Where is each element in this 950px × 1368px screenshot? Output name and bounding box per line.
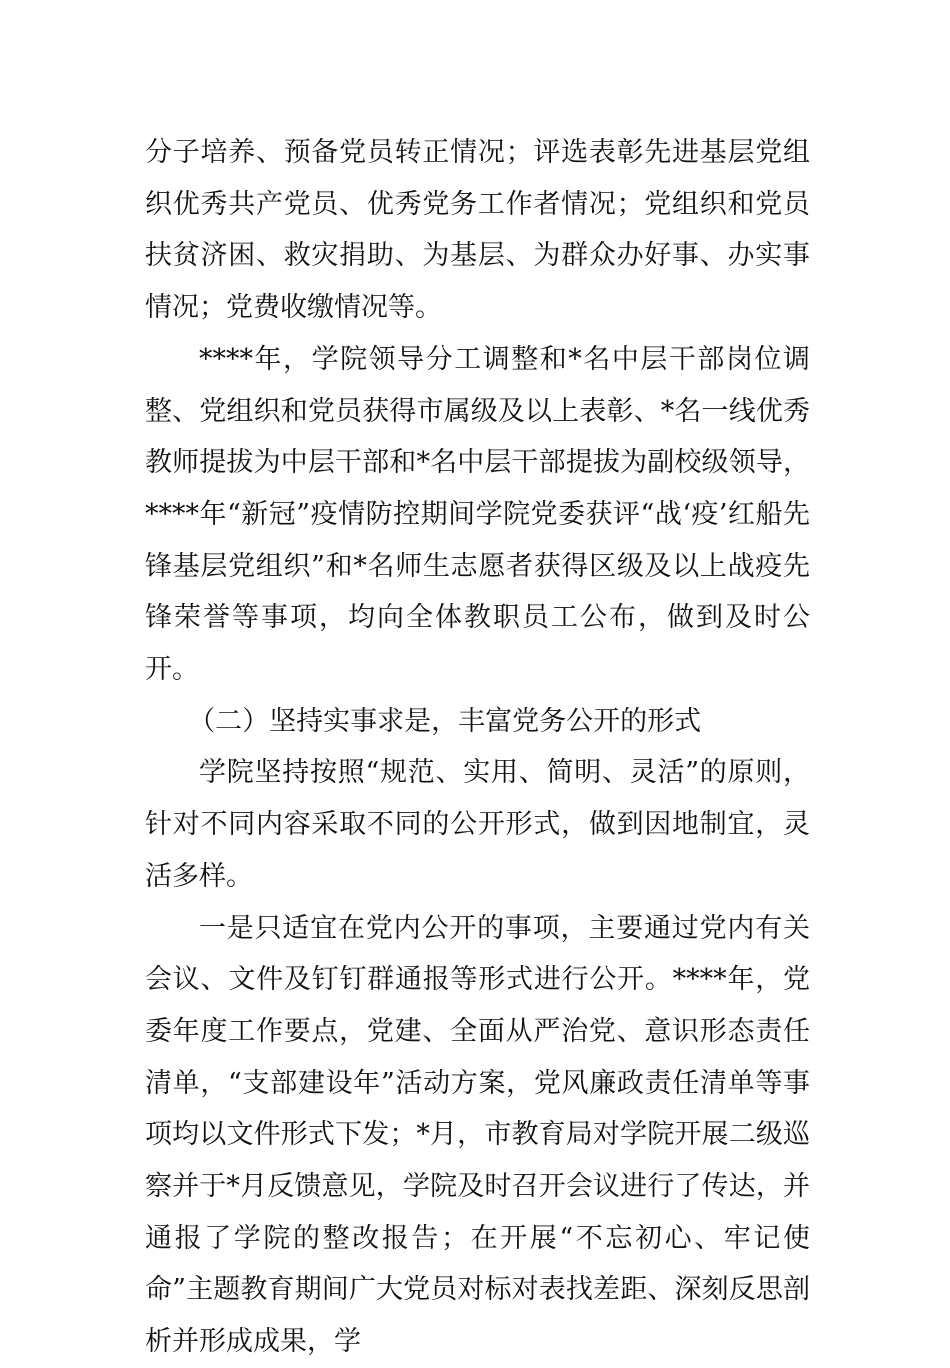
paragraph-continuation: 分子培养、预备党员转正情况；评选表彰先进基层党组织优秀共产党员、优秀党务工作者情况；党组织和党员扶贫济困、救灾捐助、为基层、为群众办好事、办实事情况；党费收缴情况等。 xyxy=(145,137,810,324)
paragraph-internal-disclosure: 一是只适宜在党内公开的事项，主要通过党内有关会议、文件及钉钉群通报等形式进行公开。****年，党委年度工作要点，党建、全面从严治党、意识形态责任清单，“支部建设年”活动方案，党风廉政责任清单等事项均以文件形式下发；*月，市教育局对学院开展二级巡察并于*月反馈意见，学院及时召开会议进行了传达，并通报了学院的整改报告；在开展“不忘初心、牢记使命”主题教育期间广大党员对标对表找差距、深刻反思剖析并形成成果，学 xyxy=(145,912,810,1358)
paragraph-announcements: ****年，学院领导分工调整和*名中层干部岗位调整、党组织和党员获得市属级及以上表彰、*名一线优秀教师提拔为中层干部和*名中层干部提拔为副校级领导，****年“新冠”疫情防控期间学院党委获评“战‘疫’红船先锋基层党组织”和*名师生志愿者获得区级及以上战疫先锋荣誉等事项，均向全体教职员工公布，做到及时公开。 xyxy=(145,343,810,686)
document-body xyxy=(145,127,810,1368)
section-heading: （二）坚持实事求是，丰富党务公开的形式 xyxy=(188,705,702,737)
paragraph-principles: 学院坚持按照“规范、实用、简明、灵活”的原则，针对不同内容采取不同的公开形式，做到因地制宜，灵活多样。 xyxy=(145,757,810,892)
